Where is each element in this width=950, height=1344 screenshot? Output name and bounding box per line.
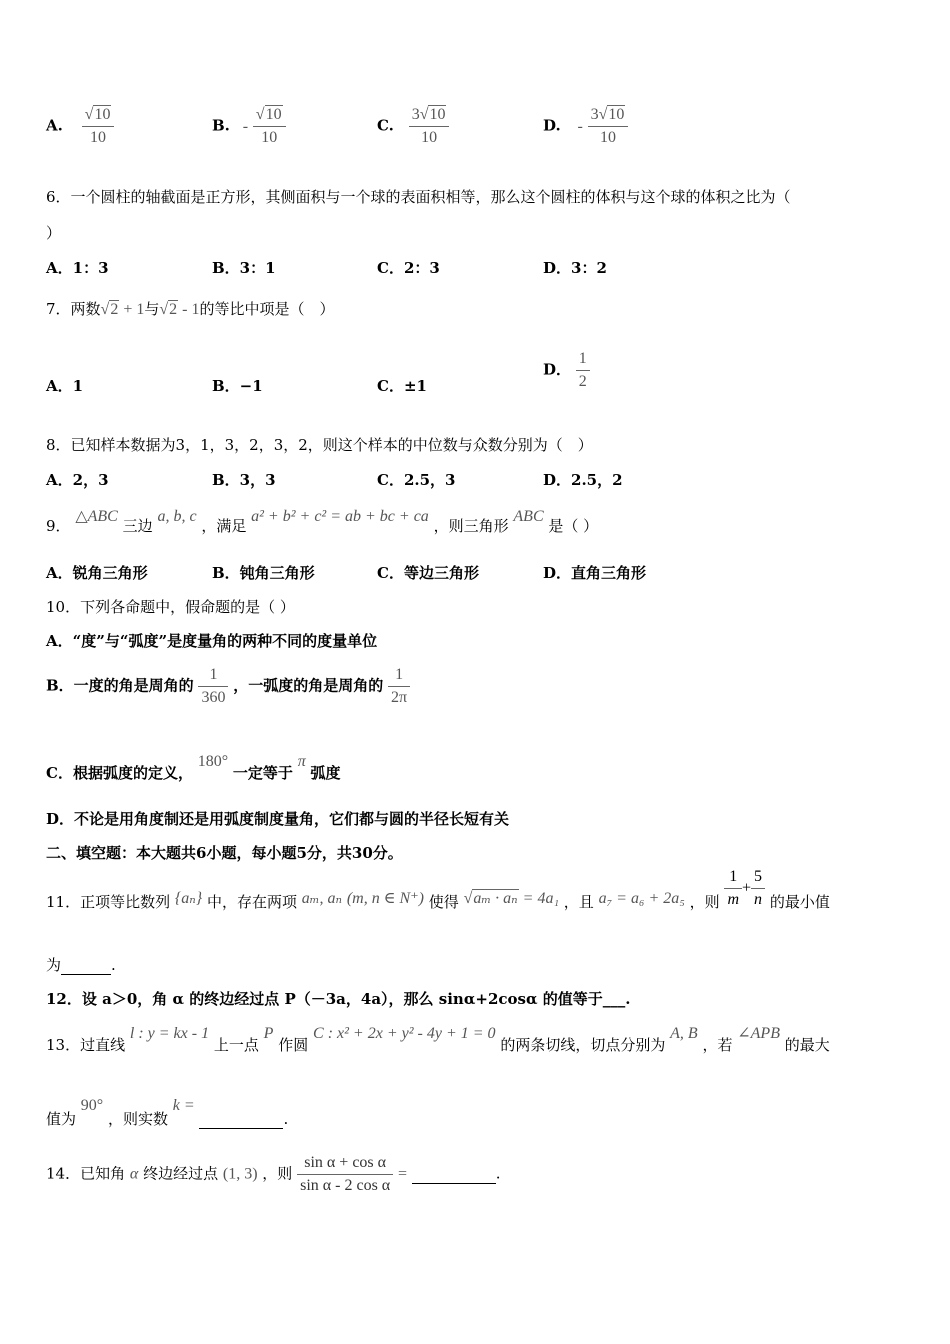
q6-option-a: A．1：3 <box>46 259 109 277</box>
q8-question: 8．已知样本数据为3，1，3，2，3，2，则这个样本的中位数与众数分别为（ ） <box>46 436 593 454</box>
q5-d-fraction: $\frac{3√10}{10}$ <box>588 104 629 149</box>
q8-option-a: A．2，3 <box>46 471 109 489</box>
q9-option-c: C．等边三角形 <box>377 564 479 582</box>
section-heading: 二、填空题：本大题共6小题，每小题5分，共30分。 <box>46 844 403 862</box>
q11-fraction-2: $\frac{5}{n}$ <box>751 866 765 911</box>
q9-option-d: D．直角三角形 <box>543 564 647 582</box>
q14-question: 14．已知角 α 终边经过点 (1, 3) ，则 $\frac{\text{sin α + cos α}}{\text{sin α - 2 cos α}}$ = . <box>46 1152 501 1197</box>
q6-text-cont: ） <box>46 224 62 242</box>
q7-option-d: D． $\frac{1}{2}$ <box>543 348 590 393</box>
q5-c-fraction: $\frac{3√10}{10}$ <box>409 104 450 149</box>
q7-option-a: A．1 <box>46 377 84 395</box>
q7-option-b: B．−1 <box>212 377 263 395</box>
q11-question: 11．正项等比数列 {aₙ} 中，存在两项 aₘ, aₙ (m, n ∈ N⁺) 使得 √aₘ · aₙ = 4a₁ ，且 a₇ = a₆ + 2a₅ ，则 $\frac{1}{m}$ + $\frac{5}{n}$ 的最小值 <box>46 868 830 911</box>
q6-text: 6．一个圆柱的轴截面是正方形，其侧面积与一个球的表面积相等，那么这个圆柱的体积与这个球的体积之比为（ <box>46 188 791 206</box>
q6-option-b: B．3：1 <box>212 259 276 277</box>
q13-blank[interactable] <box>199 1110 283 1129</box>
q10-option-b: B．一度的角是周角的 $\frac{1}{360}$ ，一弧度的角是周角的 $\frac{1}{2\pi}$ <box>46 664 410 709</box>
q10-b-fraction-1: $\frac{1}{360}$ <box>198 664 228 709</box>
q6-option-c: C．2：3 <box>377 259 440 277</box>
q11-blank[interactable] <box>61 956 111 975</box>
q10-option-c: C．根据弧度的定义， 180° 一定等于 π 弧度 <box>46 753 341 782</box>
q9-question: 9． △ABC 三边 a, b, c ，满足 a² + b² + c² = ab + bc + ca ，则三角形 ABC 是（ ） <box>46 508 599 535</box>
q13-question: 13．过直线 l : y = kx - 1 上一点 P 作圆 C : x² + 2x + y² - 4y + 1 = 0 的两条切线，切点分别为 A, B ，若 ∠APB 的最大 <box>46 1025 830 1054</box>
q10-question: 10．下列各命题中，假命题的是（ ） <box>46 598 295 616</box>
q8-option-d: D．2.5，2 <box>543 471 623 489</box>
q5-a-fraction: $\frac{√10}{10}$ <box>82 104 115 149</box>
q11-fraction-1: $\frac{1}{m}$ <box>724 866 742 911</box>
q7-option-c: C．±1 <box>377 377 427 395</box>
q8-option-c: C．2.5，3 <box>377 471 456 489</box>
q12-question: 12．设 a＞0，角 α 的终边经过点 P（－3a，4a），那么 sinα+2cosα 的值等于___. <box>46 990 631 1008</box>
q14-blank[interactable] <box>412 1165 496 1184</box>
q5-b-fraction: $\frac{√10}{10}$ <box>253 104 286 149</box>
q5-option-d: D. - $\frac{3√10}{10}$ <box>543 104 628 149</box>
q9-option-b: B．钝角三角形 <box>212 564 315 582</box>
q9-triangle: △ABC <box>75 508 118 525</box>
q10-b-fraction-2: $\frac{1}{2\pi}$ <box>388 664 410 709</box>
q8-option-b: B．3，3 <box>212 471 276 489</box>
q11-answer-line: 为 . <box>46 956 116 974</box>
q9-option-a: A．锐角三角形 <box>46 564 148 582</box>
q5-option-c: C. $\frac{3√10}{10}$ <box>377 104 449 149</box>
q7-d-fraction: $\frac{1}{2}$ <box>576 348 590 393</box>
q10-option-d: D．不论是用角度制还是用弧度制度量角，它们都与圆的半径长短有关 <box>46 810 510 828</box>
q10-option-a: A．“度”与“弧度”是度量角的两种不同的度量单位 <box>46 632 378 650</box>
q9-equation: a² + b² + c² = ab + bc + ca <box>251 508 429 525</box>
q6-option-d: D．3：2 <box>543 259 607 277</box>
q13-answer-line: 值为 90° ，则实数 k = . <box>46 1097 289 1128</box>
q5-option-b: B. - $\frac{√10}{10}$ <box>212 104 286 149</box>
q5-option-a: A. $\frac{√10}{10}$ <box>46 104 114 149</box>
q7-question: 7．两数√2 + 1与√2 - 1的等比中项是（ ） <box>46 300 335 318</box>
q14-fraction: $\frac{\text{sin α + cos α}}{\text{sin α - 2 cos α}}$ <box>297 1152 393 1197</box>
